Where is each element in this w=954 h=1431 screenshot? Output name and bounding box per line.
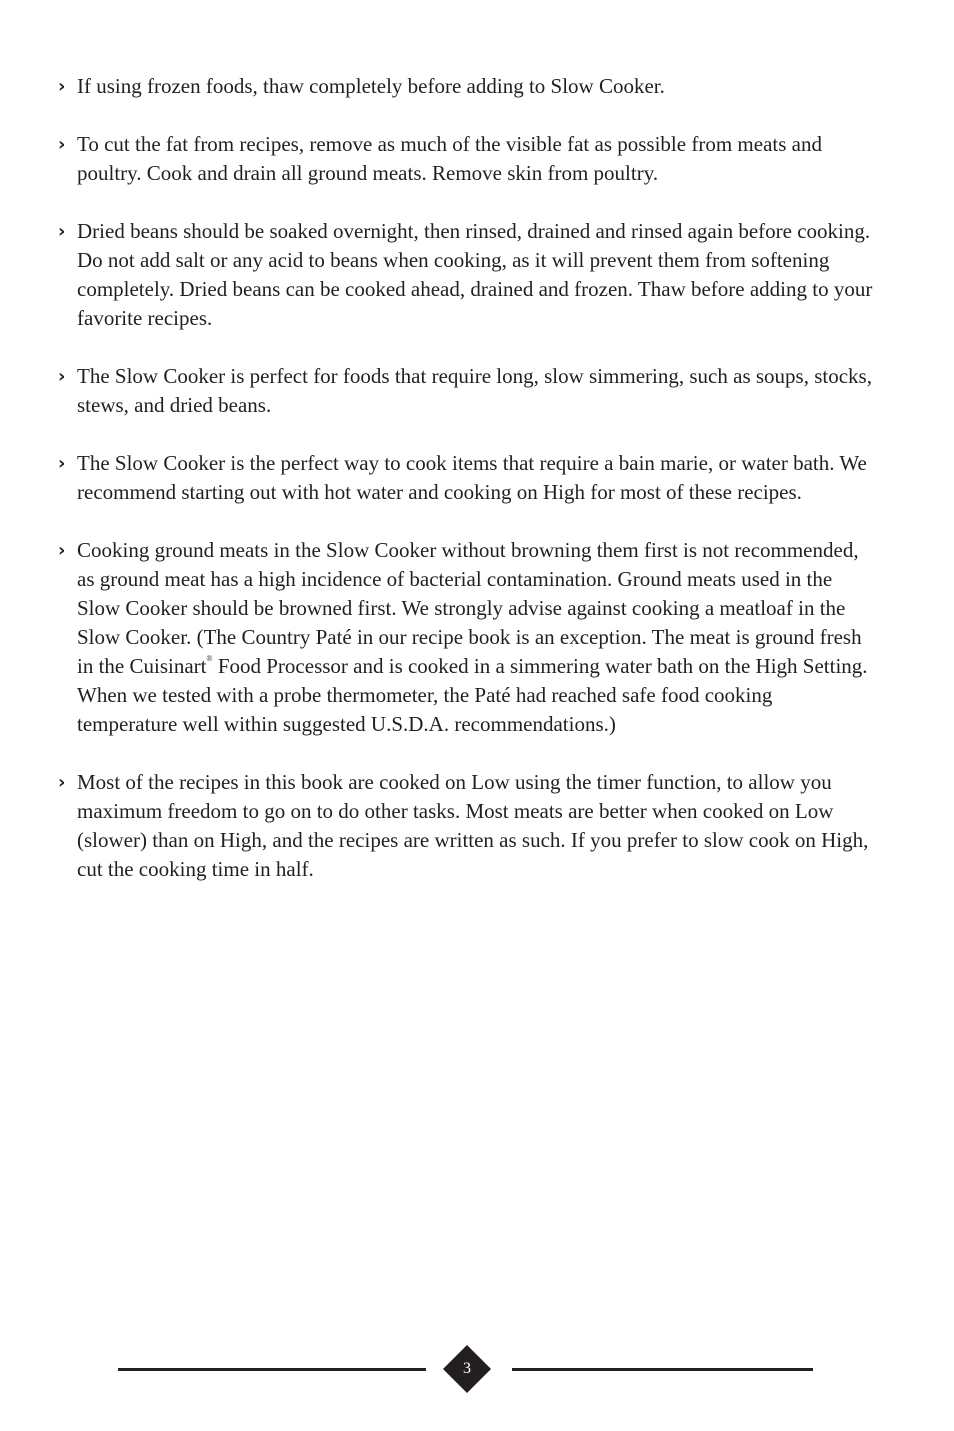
- chevron-right-icon: ›: [58, 453, 66, 474]
- tip-item: [58, 217, 873, 333]
- page-number-diamond: [443, 1345, 491, 1393]
- chevron-right-icon: ›: [58, 772, 66, 793]
- chevron-right-icon: ›: [58, 221, 66, 242]
- tip-text: The Slow Cooker is the perfect way to cook items that require a bain marie, or water bath. We recommend starting out with hot water and cooking on High for most of these recipes.: [77, 451, 867, 504]
- tip-item: [58, 768, 873, 884]
- tip-item: [58, 536, 873, 739]
- footer-rule-left: [118, 1368, 426, 1371]
- tip-text-part: Food Processor and is cooked in a simmering water bath on the High Setting. When we tested with a probe thermometer, the Paté had reached safe food cooking temperature well within suggested U.S.D.A. recommendations.): [77, 654, 868, 736]
- page-number: 3: [463, 1360, 471, 1377]
- chevron-right-icon: ›: [58, 366, 66, 387]
- chevron-right-icon: ›: [58, 134, 66, 155]
- chevron-right-icon: ›: [58, 540, 66, 561]
- tip-text: Dried beans should be soaked overnight, then rinsed, drained and rinsed again before cooking. Do not add salt or any acid to beans when cooking, as it will prevent them from softening completely. Dried beans can be cooked ahead, drained and frozen. Thaw before adding to your favorite recipes.: [77, 219, 873, 330]
- tip-text: The Slow Cooker is perfect for foods that require long, slow simmering, such as soups, stocks, stews, and dried beans.: [77, 364, 872, 417]
- footer-rule-right: [512, 1368, 813, 1371]
- tip-text: To cut the fat from recipes, remove as much of the visible fat as possible from meats and poultry. Cook and drain all ground meats. Remove skin from poultry.: [77, 132, 822, 185]
- tip-text: If using frozen foods, thaw completely before adding to Slow Cooker.: [77, 74, 665, 98]
- tip-text-part: Cooking ground meats in the Slow Cooker without browning them first is not recommended, as ground meat has a high incidence of bacterial contamination. Ground meats used in the Slow Cooker should be browned first. We strongly advise against cooking a meatloaf in the Slow Cooker. (The Country Paté in our recipe book is an exception. The meat is ground fresh in the Cuisinart: [77, 538, 862, 678]
- registered-trademark: ®: [206, 654, 213, 663]
- tip-item: [58, 130, 873, 188]
- tip-text: [77, 536, 873, 739]
- page-footer: [0, 1338, 954, 1400]
- tip-item: [58, 449, 873, 507]
- tip-item: [58, 362, 873, 420]
- chevron-right-icon: ›: [58, 76, 66, 97]
- tips-list: [58, 72, 873, 913]
- tip-text: Most of the recipes in this book are cooked on Low using the timer function, to allow you maximum freedom to go on to do other tasks. Most meats are better when cooked on Low (slower) than on High, and the recipes are written as such. If you prefer to slow cook on High, cut the cooking time in half.: [77, 770, 869, 881]
- tip-item: [58, 72, 873, 101]
